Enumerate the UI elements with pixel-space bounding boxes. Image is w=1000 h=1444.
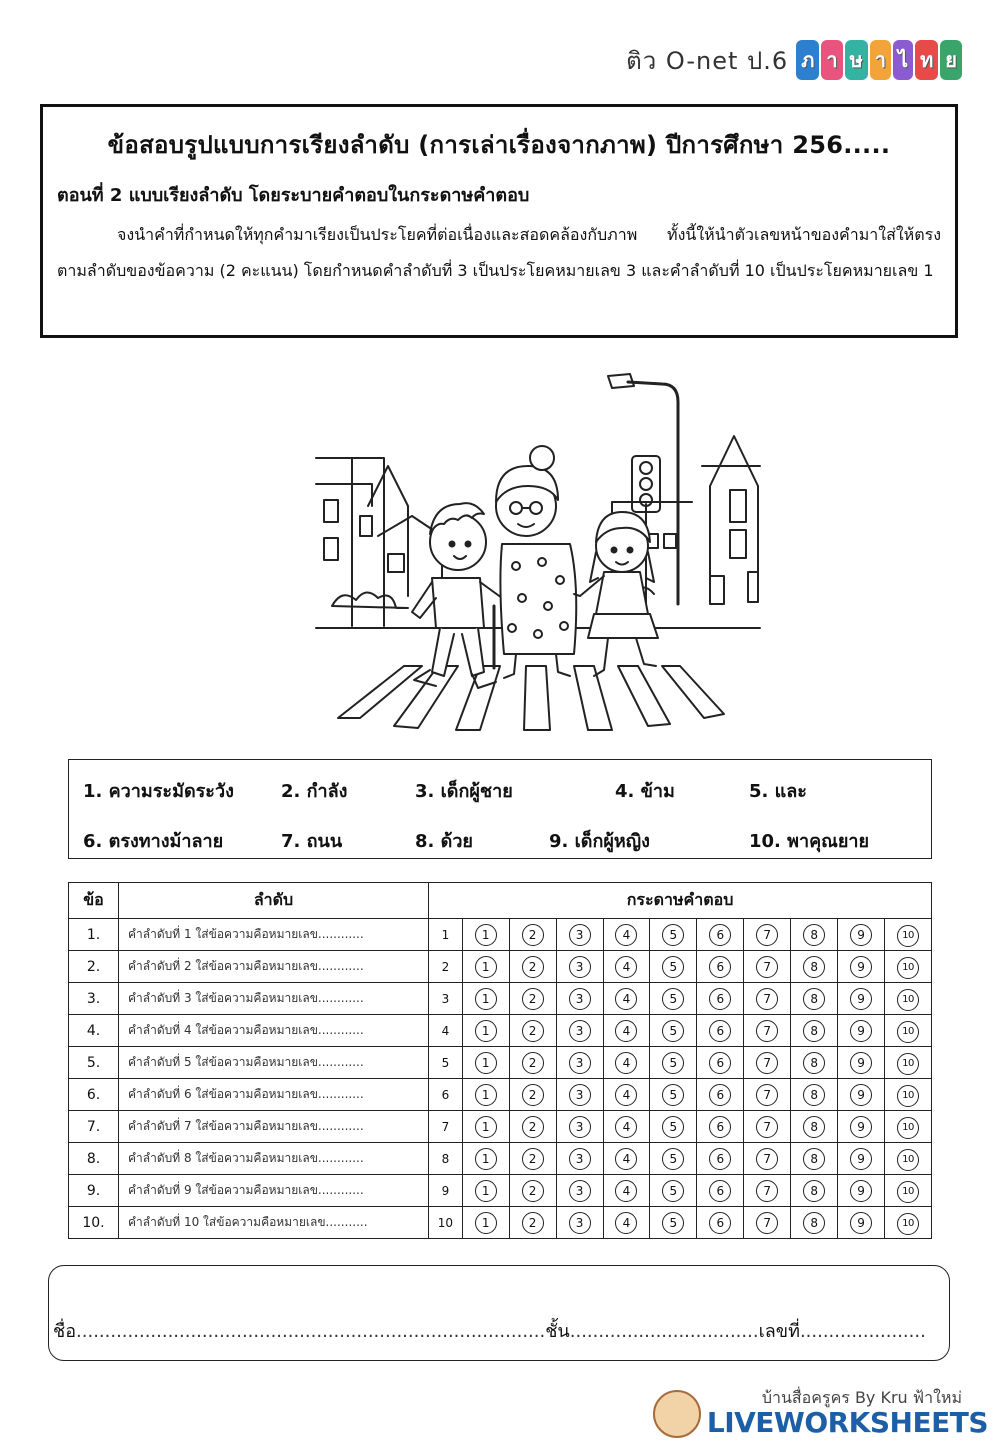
answer-bubble[interactable]: 3	[569, 956, 591, 978]
answer-bubble[interactable]: 10	[897, 1181, 919, 1203]
bubble-cell	[462, 951, 509, 983]
bubble-cell	[744, 1111, 791, 1143]
word-item: 8. ด้วย	[415, 831, 473, 852]
answer-bubble[interactable]: 10	[897, 1021, 919, 1043]
class-label: ชั้น	[545, 1321, 570, 1342]
row-number: 9.	[69, 1175, 119, 1207]
bubble-cell	[462, 1111, 509, 1143]
logo-letter: ท	[915, 40, 938, 80]
answer-bubble[interactable]: 1	[475, 1148, 497, 1170]
answer-bubble[interactable]: 9	[850, 1084, 872, 1106]
bubble-cell	[697, 983, 744, 1015]
answer-row-number: 4	[429, 1015, 463, 1047]
word-item: 4. ข้าม	[615, 781, 675, 802]
bubble-cell	[791, 1175, 838, 1207]
logo-letter: ย	[940, 40, 962, 80]
answer-bubble[interactable]: 3	[569, 1052, 591, 1074]
bubble-cell	[885, 919, 932, 951]
bubble-cell	[462, 1015, 509, 1047]
bubble-cell	[744, 951, 791, 983]
footer-credit: บ้านสื่อครูคร By Kru ฟ้าใหม่	[761, 1388, 962, 1407]
table-row	[69, 951, 932, 983]
answer-bubble[interactable]: 4	[615, 1020, 637, 1042]
student-info-box	[48, 1265, 950, 1361]
answer-bubble[interactable]: 9	[850, 1148, 872, 1170]
answer-bubble[interactable]: 3	[569, 988, 591, 1010]
bubble-cell	[791, 919, 838, 951]
word-item: 7. ถนน	[281, 831, 343, 852]
answer-bubble[interactable]: 6	[709, 924, 731, 946]
table-row	[69, 1015, 932, 1047]
bubble-cell	[885, 1111, 932, 1143]
answer-row-number: 2	[429, 951, 463, 983]
bubble-cell	[603, 1047, 650, 1079]
answer-bubble[interactable]: 8	[803, 924, 825, 946]
bubble-cell	[556, 1047, 603, 1079]
bubble-cell	[791, 951, 838, 983]
liveworksheets-logo[interactable]: LIVEWORKSHEETS	[706, 1406, 988, 1439]
answer-bubble[interactable]: 6	[709, 1212, 731, 1234]
exam-title: ข้อสอบรูปแบบการเรียงลำดับ (การเล่าเรื่องจากภาพ) ปีการศึกษา 256.....	[107, 131, 891, 159]
bubble-cell	[744, 1175, 791, 1207]
bubble-cell	[603, 1143, 650, 1175]
word-item: 1. ความระมัดระวัง	[83, 781, 234, 802]
answer-bubble[interactable]: 10	[897, 957, 919, 979]
bubble-cell	[838, 951, 885, 983]
bubble-cell	[462, 1079, 509, 1111]
answer-bubble[interactable]: 5	[662, 924, 684, 946]
bubble-cell	[791, 1143, 838, 1175]
table-row	[69, 1111, 932, 1143]
bubble-cell	[838, 1175, 885, 1207]
bubble-cell	[838, 1143, 885, 1175]
answer-bubble[interactable]: 8	[803, 988, 825, 1010]
answer-bubble[interactable]: 1	[475, 988, 497, 1010]
answer-bubble[interactable]: 6	[709, 1020, 731, 1042]
logo-letter: า	[821, 40, 842, 80]
order-prompt: คำลำดับที่ 7 ใส่ข้อความคือหมายเลข............	[118, 1111, 428, 1143]
answer-bubble[interactable]: 4	[615, 1084, 637, 1106]
bubble-cell	[697, 1079, 744, 1111]
answer-bubble[interactable]: 7	[756, 1148, 778, 1170]
answer-bubble[interactable]: 7	[756, 1020, 778, 1042]
bubble-cell	[885, 1143, 932, 1175]
answer-row-number: 10	[429, 1207, 463, 1239]
row-number: 10.	[69, 1207, 119, 1239]
bubble-cell	[509, 1111, 556, 1143]
bubble-cell	[838, 1111, 885, 1143]
bubble-cell	[556, 1207, 603, 1239]
answer-bubble[interactable]: 5	[662, 988, 684, 1010]
bubble-cell	[744, 919, 791, 951]
answer-bubble[interactable]: 1	[475, 1084, 497, 1106]
answer-bubble[interactable]: 9	[850, 956, 872, 978]
table-row	[69, 1047, 932, 1079]
answer-bubble[interactable]: 4	[615, 1116, 637, 1138]
answer-bubble[interactable]: 1	[475, 956, 497, 978]
answer-bubble[interactable]: 2	[522, 1148, 544, 1170]
answer-bubble[interactable]: 9	[850, 1180, 872, 1202]
bubble-cell	[791, 1047, 838, 1079]
bubble-cell	[650, 1079, 697, 1111]
answer-bubble[interactable]: 4	[615, 1052, 637, 1074]
table-row	[69, 1175, 932, 1207]
bubble-cell	[650, 1143, 697, 1175]
bubble-cell	[603, 1111, 650, 1143]
bubble-cell	[791, 1079, 838, 1111]
answer-bubble[interactable]: 5	[662, 1116, 684, 1138]
bubble-cell	[697, 951, 744, 983]
bubble-cell	[885, 1175, 932, 1207]
bubble-cell	[650, 983, 697, 1015]
answer-bubble[interactable]: 8	[803, 1212, 825, 1234]
bubble-cell	[885, 983, 932, 1015]
order-prompt: คำลำดับที่ 5 ใส่ข้อความคือหมายเลข............	[118, 1047, 428, 1079]
bubble-cell	[791, 983, 838, 1015]
answer-bubble[interactable]: 4	[615, 1180, 637, 1202]
bubble-cell	[885, 1079, 932, 1111]
answer-bubble[interactable]: 5	[662, 956, 684, 978]
bubble-cell	[650, 1015, 697, 1047]
bubble-cell	[603, 1015, 650, 1047]
answer-bubble[interactable]: 9	[850, 1116, 872, 1138]
answer-bubble[interactable]: 5	[662, 1212, 684, 1234]
logo-letter: ภ	[796, 40, 819, 80]
answer-bubble[interactable]: 2	[522, 1116, 544, 1138]
answer-bubble[interactable]: 5	[662, 1180, 684, 1202]
answer-bubble[interactable]: 7	[756, 1116, 778, 1138]
answer-row-number: 5	[429, 1047, 463, 1079]
bubble-cell	[509, 1143, 556, 1175]
bubble-cell	[603, 919, 650, 951]
header-answer-sheet: กระดาษคำตอบ	[429, 883, 932, 919]
answer-bubble[interactable]: 8	[803, 1020, 825, 1042]
word-item: 9. เด็กผู้หญิง	[549, 831, 650, 852]
answer-bubble[interactable]: 9	[850, 1052, 872, 1074]
word-item: 10. พาคุณยาย	[749, 831, 870, 852]
answer-bubble[interactable]: 9	[850, 1212, 872, 1234]
answer-bubble[interactable]: 3	[569, 924, 591, 946]
answer-bubble[interactable]: 2	[522, 988, 544, 1010]
word-item: 5. และ	[749, 781, 807, 802]
instruction-body: จงนำคำที่กำหนดให้ทุกคำมาเรียงเป็นประโยคที่ต่อเนื่องและสอดคล้องกับภาพ ทั้งนี้ให้นำตัวเลขหน้าของคำมาใส่ให้ตรงตามลำดับของข้อความ (2 คะแนน) โดยกำหนดคำลำดับที่ 3 เป็นประโยคหมายเลข 3 และคำลำดับที่ 10 เป็นประโยคหมายเลข 1	[57, 225, 941, 280]
order-prompt: คำลำดับที่ 6 ใส่ข้อความคือหมายเลข............	[118, 1079, 428, 1111]
bubble-cell	[885, 951, 932, 983]
answer-bubble[interactable]: 3	[569, 1116, 591, 1138]
class-field[interactable]: .................................	[569, 1321, 759, 1342]
order-prompt: คำลำดับที่ 2 ใส่ข้อความคือหมายเลข............	[118, 951, 428, 983]
bubble-cell	[744, 1207, 791, 1239]
order-prompt: คำลำดับที่ 9 ใส่ข้อความคือหมายเลข............	[118, 1175, 428, 1207]
order-prompt: คำลำดับที่ 10 ใส่ข้อความคือหมายเลข...........	[118, 1207, 428, 1239]
bubble-cell	[791, 1015, 838, 1047]
answer-bubble[interactable]: 10	[897, 1053, 919, 1075]
answer-bubble[interactable]: 10	[897, 1213, 919, 1235]
bubble-cell	[650, 919, 697, 951]
answer-row-number: 1	[429, 919, 463, 951]
header-text: ติว O-net ป.6	[626, 46, 789, 75]
answer-bubble[interactable]: 2	[522, 1212, 544, 1234]
teacher-avatar-icon	[653, 1390, 701, 1438]
bubble-cell	[697, 1111, 744, 1143]
bubble-cell	[791, 1207, 838, 1239]
bubble-cell	[509, 1015, 556, 1047]
bubble-cell	[556, 1175, 603, 1207]
bubble-cell	[650, 1047, 697, 1079]
table-row	[69, 1079, 932, 1111]
answer-bubble[interactable]: 2	[522, 924, 544, 946]
bubble-cell	[462, 1143, 509, 1175]
answer-bubble[interactable]: 8	[803, 956, 825, 978]
answer-bubble[interactable]: 10	[897, 989, 919, 1011]
answer-bubble[interactable]: 7	[756, 1212, 778, 1234]
bubble-cell	[509, 1175, 556, 1207]
logo-letter: ษ	[845, 40, 868, 80]
bubble-cell	[650, 1207, 697, 1239]
answer-bubble[interactable]: 7	[756, 1180, 778, 1202]
bubble-cell	[697, 1047, 744, 1079]
answer-bubble[interactable]: 8	[803, 1148, 825, 1170]
bubble-cell	[885, 1047, 932, 1079]
word-item: 3. เด็กผู้ชาย	[415, 781, 513, 802]
bubble-cell	[744, 983, 791, 1015]
answer-bubble[interactable]: 5	[662, 1084, 684, 1106]
answer-bubble[interactable]: 6	[709, 1052, 731, 1074]
header-no: ข้อ	[69, 883, 119, 919]
instruction-box	[40, 104, 958, 338]
word-item: 2. กำลัง	[281, 781, 348, 802]
order-prompt: คำลำดับที่ 8 ใส่ข้อความคือหมายเลข............	[118, 1143, 428, 1175]
bubble-cell	[509, 1079, 556, 1111]
order-prompt: คำลำดับที่ 4 ใส่ข้อความคือหมายเลข............	[118, 1015, 428, 1047]
table-row	[69, 1207, 932, 1239]
row-number: 4.	[69, 1015, 119, 1047]
answer-bubble[interactable]: 1	[475, 1020, 497, 1042]
answer-bubble[interactable]: 2	[522, 1084, 544, 1106]
answer-bubble[interactable]: 6	[709, 1148, 731, 1170]
bubble-cell	[556, 983, 603, 1015]
answer-bubble[interactable]: 10	[897, 1085, 919, 1107]
crosswalk-illustration	[312, 366, 764, 742]
answer-bubble[interactable]: 8	[803, 1180, 825, 1202]
answer-bubble[interactable]: 3	[569, 1020, 591, 1042]
bubble-cell	[556, 919, 603, 951]
bubble-cell	[697, 1207, 744, 1239]
answer-bubble[interactable]: 8	[803, 1116, 825, 1138]
row-number: 6.	[69, 1079, 119, 1111]
answer-bubble[interactable]: 1	[475, 1180, 497, 1202]
bubble-cell	[462, 1175, 509, 1207]
bubble-cell	[744, 1047, 791, 1079]
answer-bubble[interactable]: 4	[615, 956, 637, 978]
bubble-cell	[462, 983, 509, 1015]
answer-bubble[interactable]: 3	[569, 1148, 591, 1170]
answer-bubble[interactable]: 7	[756, 956, 778, 978]
answer-row-number: 7	[429, 1111, 463, 1143]
student-info-line	[53, 1316, 926, 1345]
page-header	[626, 40, 962, 80]
answer-bubble[interactable]: 7	[756, 1052, 778, 1074]
bubble-cell	[509, 1207, 556, 1239]
bubble-cell	[556, 1015, 603, 1047]
section-subtitle: ตอนที่ 2 แบบเรียงลำดับ โดยระบายคำตอบในกระดาษคำตอบ	[57, 185, 530, 206]
bubble-cell	[885, 1015, 932, 1047]
bubble-cell	[556, 1111, 603, 1143]
answer-table	[68, 882, 932, 1239]
answer-bubble[interactable]: 10	[897, 925, 919, 947]
bubble-cell	[744, 1015, 791, 1047]
row-number: 7.	[69, 1111, 119, 1143]
word-item: 6. ตรงทางม้าลาย	[83, 831, 224, 852]
answer-bubble[interactable]: 1	[475, 1052, 497, 1074]
answer-bubble[interactable]: 9	[850, 988, 872, 1010]
bubble-cell	[697, 1175, 744, 1207]
answer-bubble[interactable]: 5	[662, 1020, 684, 1042]
thai-subject-logo	[794, 40, 962, 80]
answer-row-number: 9	[429, 1175, 463, 1207]
answer-bubble[interactable]: 5	[662, 1148, 684, 1170]
bubble-cell	[838, 1079, 885, 1111]
answer-bubble[interactable]: 10	[897, 1117, 919, 1139]
answer-bubble[interactable]: 7	[756, 924, 778, 946]
bubble-cell	[462, 919, 509, 951]
bubble-cell	[697, 1015, 744, 1047]
number-field[interactable]: ......................	[799, 1321, 926, 1342]
answer-bubble[interactable]: 8	[803, 1084, 825, 1106]
footer	[653, 1388, 988, 1439]
answer-bubble[interactable]: 6	[709, 1116, 731, 1138]
answer-bubble[interactable]: 8	[803, 1052, 825, 1074]
bubble-cell	[603, 1175, 650, 1207]
bubble-cell	[603, 1207, 650, 1239]
bubble-cell	[462, 1047, 509, 1079]
bubble-cell	[556, 1079, 603, 1111]
bubble-cell	[509, 1047, 556, 1079]
row-number: 3.	[69, 983, 119, 1015]
bubble-cell	[509, 983, 556, 1015]
table-row	[69, 983, 932, 1015]
logo-letter: ไ	[893, 40, 913, 80]
logo-letter: า	[870, 40, 891, 80]
bubble-cell	[838, 983, 885, 1015]
row-number: 8.	[69, 1143, 119, 1175]
row-number: 5.	[69, 1047, 119, 1079]
bubble-cell	[885, 1207, 932, 1239]
answer-bubble[interactable]: 5	[662, 1052, 684, 1074]
order-prompt: คำลำดับที่ 3 ใส่ข้อความคือหมายเลข............	[118, 983, 428, 1015]
name-field[interactable]: ..................................................................................	[76, 1321, 546, 1342]
answer-bubble[interactable]: 3	[569, 1180, 591, 1202]
bubble-cell	[650, 1175, 697, 1207]
name-label: ชื่อ	[53, 1321, 77, 1342]
answer-bubble[interactable]: 2	[522, 956, 544, 978]
answer-bubble[interactable]: 4	[615, 1212, 637, 1234]
answer-bubble[interactable]: 1	[475, 1212, 497, 1234]
answer-row-number: 3	[429, 983, 463, 1015]
row-number: 1.	[69, 919, 119, 951]
order-prompt: คำลำดับที่ 1 ใส่ข้อความคือหมายเลข............	[118, 919, 428, 951]
bubble-cell	[697, 919, 744, 951]
bubble-cell	[462, 1207, 509, 1239]
answer-bubble[interactable]: 2	[522, 1052, 544, 1074]
answer-bubble[interactable]: 7	[756, 988, 778, 1010]
bubble-cell	[603, 951, 650, 983]
bubble-cell	[838, 1015, 885, 1047]
bubble-cell	[509, 919, 556, 951]
answer-bubble[interactable]: 2	[522, 1020, 544, 1042]
answer-bubble[interactable]: 6	[709, 1084, 731, 1106]
bubble-cell	[744, 1143, 791, 1175]
bubble-cell	[509, 951, 556, 983]
table-row	[69, 1143, 932, 1175]
word-bank	[68, 759, 932, 859]
bubble-cell	[697, 1143, 744, 1175]
bubble-cell	[791, 1111, 838, 1143]
answer-body	[69, 919, 932, 1239]
bubble-cell	[556, 1143, 603, 1175]
answer-bubble[interactable]: 6	[709, 988, 731, 1010]
number-label: เลขที่	[758, 1321, 800, 1342]
answer-bubble[interactable]: 2	[522, 1180, 544, 1202]
bubble-cell	[650, 1111, 697, 1143]
answer-bubble[interactable]: 1	[475, 1116, 497, 1138]
answer-row-number: 8	[429, 1143, 463, 1175]
table-header-row	[69, 883, 932, 919]
answer-bubble[interactable]: 9	[850, 1020, 872, 1042]
answer-bubble[interactable]: 7	[756, 1084, 778, 1106]
table-row	[69, 919, 932, 951]
answer-bubble[interactable]: 10	[897, 1149, 919, 1171]
bubble-cell	[603, 1079, 650, 1111]
answer-bubble[interactable]: 3	[569, 1084, 591, 1106]
bubble-cell	[650, 951, 697, 983]
bubble-cell	[838, 1207, 885, 1239]
answer-bubble[interactable]: 4	[615, 988, 637, 1010]
answer-bubble[interactable]: 9	[850, 924, 872, 946]
answer-bubble[interactable]: 6	[709, 956, 731, 978]
answer-bubble[interactable]: 3	[569, 1212, 591, 1234]
answer-bubble[interactable]: 6	[709, 1180, 731, 1202]
bubble-cell	[556, 951, 603, 983]
answer-bubble[interactable]: 1	[475, 924, 497, 946]
answer-row-number: 6	[429, 1079, 463, 1111]
bubble-cell	[744, 1079, 791, 1111]
answer-bubble[interactable]: 4	[615, 1148, 637, 1170]
bubble-cell	[838, 919, 885, 951]
header-order: ลำดับ	[118, 883, 428, 919]
answer-bubble[interactable]: 4	[615, 924, 637, 946]
bubble-cell	[838, 1047, 885, 1079]
bubble-cell	[603, 983, 650, 1015]
row-number: 2.	[69, 951, 119, 983]
